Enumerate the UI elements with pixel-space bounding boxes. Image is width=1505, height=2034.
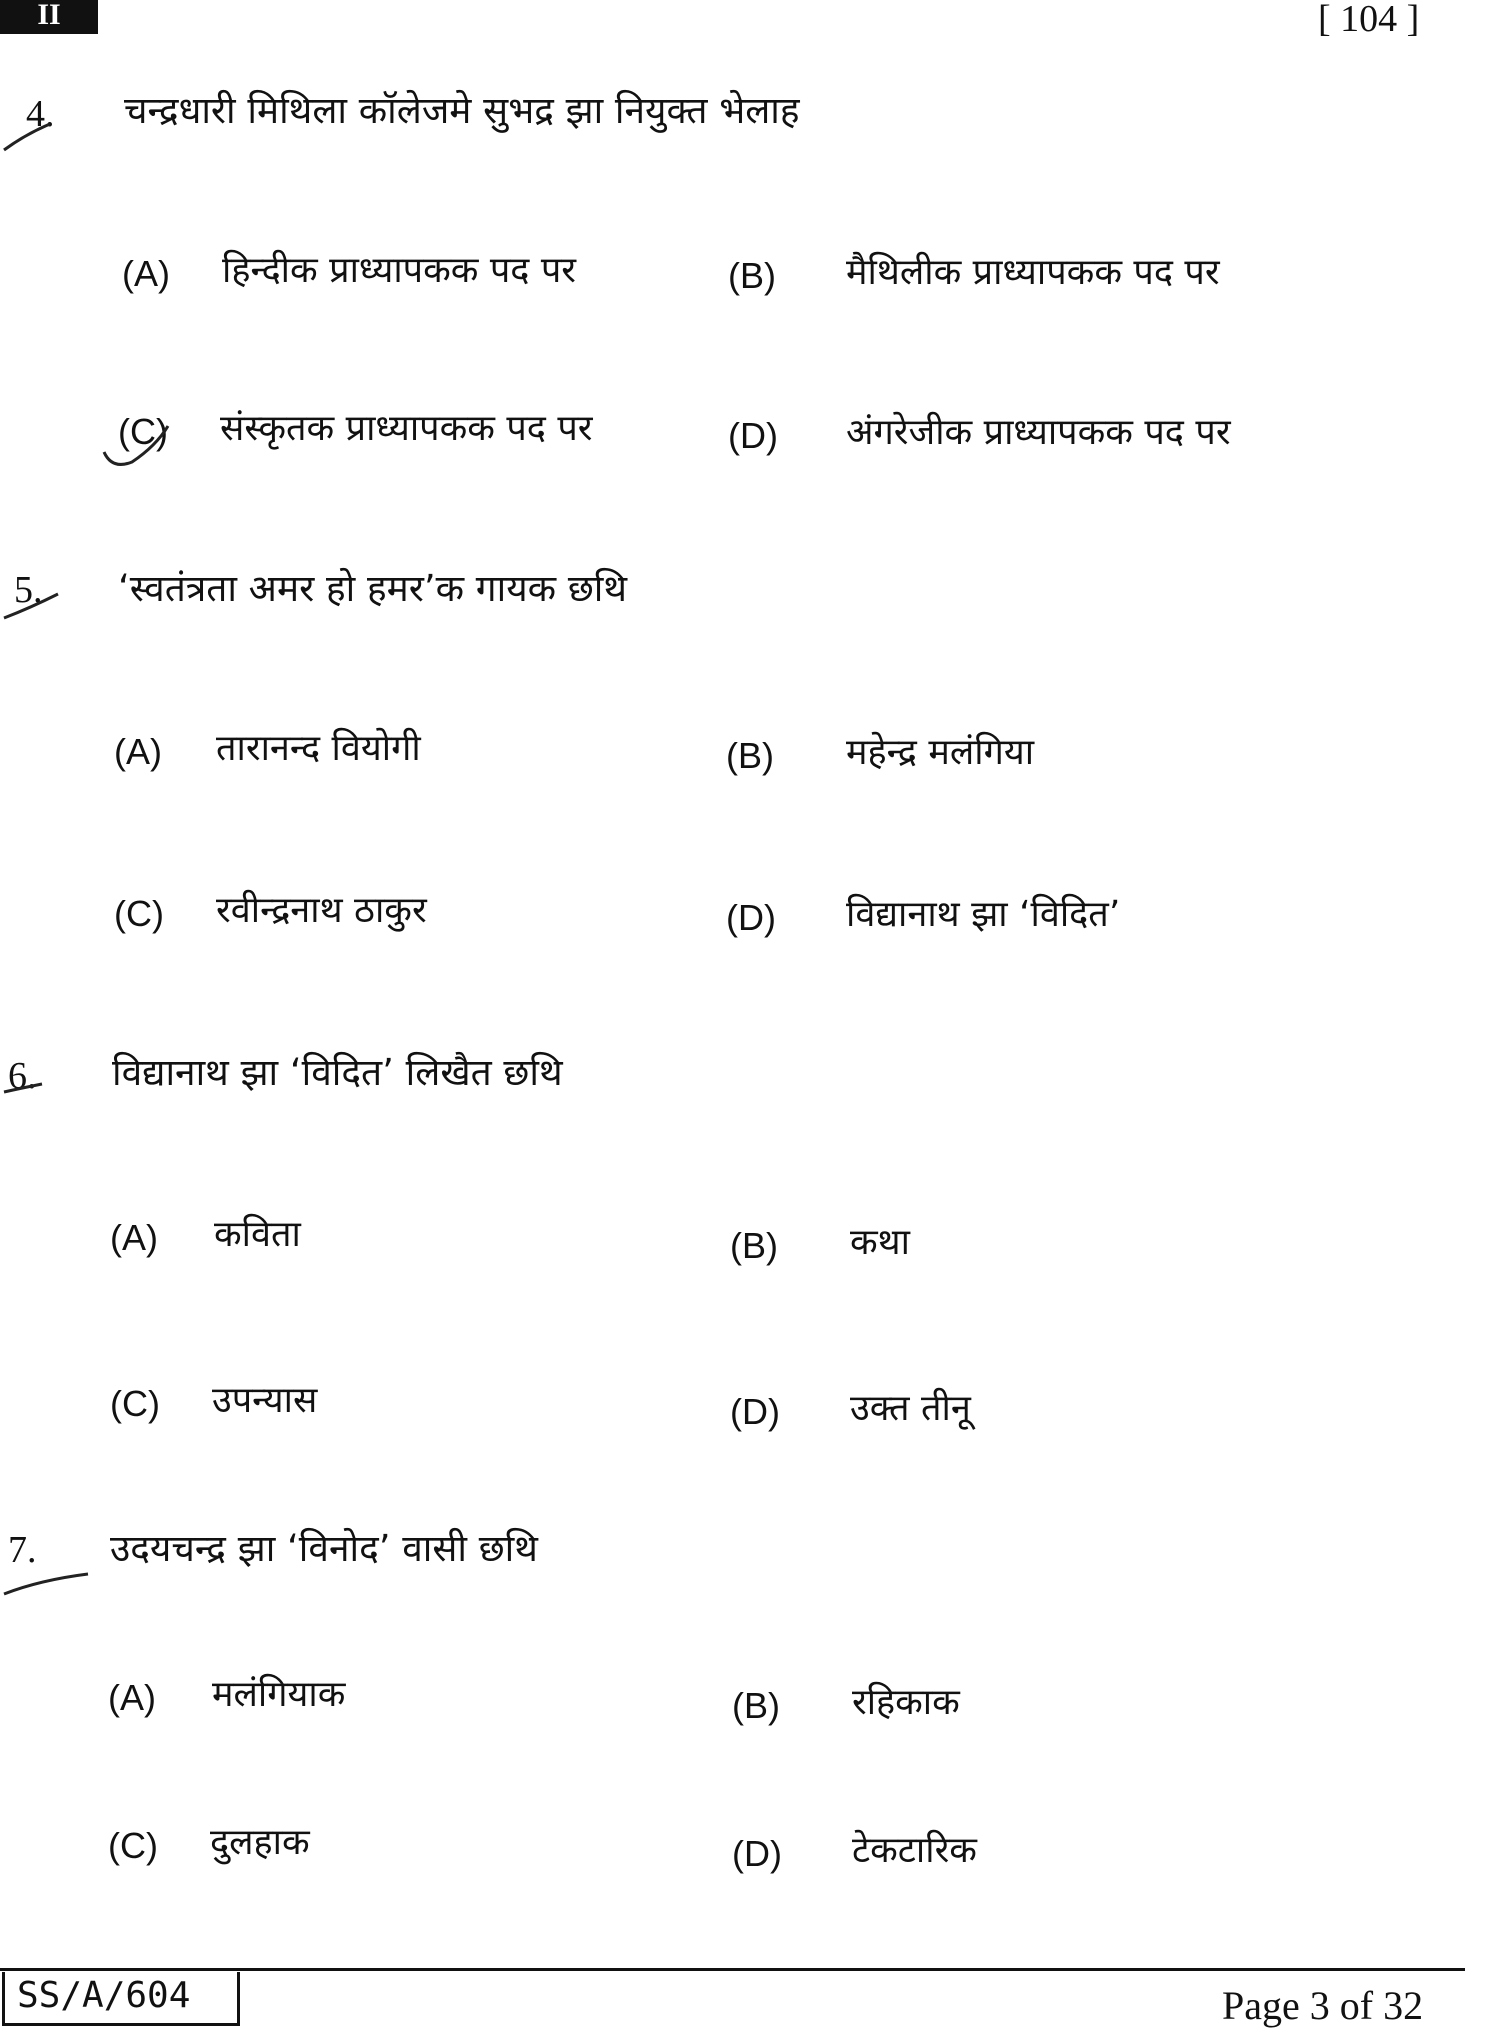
question-text: चन्द्रधारी मिथिला कॉलेजमे सुभद्र झा नियुक्त भेलाह (124, 89, 800, 132)
question-text: ‘स्वतंत्रता अमर हो हमर’क गायक छथि (118, 567, 628, 610)
section-tab: II (0, 0, 98, 34)
option-label: (C) (110, 1383, 160, 1424)
option-label: (B) (726, 735, 774, 776)
option-text: अंगरेजीक प्राध्यापकक पद पर (846, 412, 1231, 453)
option-text: विद्यानाथ झा ‘विदित’ (846, 894, 1121, 935)
option-text: कविता (214, 1214, 301, 1255)
option-label: (A) (110, 1217, 158, 1258)
question-number: 6. (8, 1055, 37, 1097)
option-text: महेन्द्र मलंगिया (846, 732, 1035, 773)
pen-stroke-q5 (4, 594, 58, 618)
option-text: उक्त तीनू (850, 1388, 971, 1429)
option-label: (C) (114, 893, 164, 934)
check-mark-option-c (104, 426, 168, 464)
option-label: (D) (732, 1833, 782, 1874)
footer-booklet-code: SS/A/604 (2, 1972, 240, 2026)
question-number: 4. (26, 93, 55, 135)
option-text: टेकटारिक (852, 1830, 977, 1871)
footer-rule (0, 1968, 1465, 1971)
question-number: 7. (8, 1529, 37, 1571)
option-text: रवीन्द्रनाथ ठाकुर (216, 890, 427, 931)
option-text: मैथिलीक प्राध्यापकक पद पर (846, 252, 1220, 293)
option-label: (D) (728, 415, 778, 456)
pen-stroke-q7 (4, 1574, 88, 1594)
option-text: दुलहाक (210, 1822, 310, 1863)
option-text: हिन्दीक प्राध्यापकक पद पर (222, 250, 577, 291)
option-label: (D) (730, 1391, 780, 1432)
option-label: (B) (728, 255, 776, 296)
option-label: (D) (726, 897, 776, 938)
question-text: विद्यानाथ झा ‘विदित’ लिखैत छथि (112, 1051, 563, 1094)
pen-stroke-q6 (4, 1084, 42, 1092)
question-text: उदयचन्द्र झा ‘विनोद’ वासी छथि (110, 1527, 538, 1570)
paper-code: [ 104 ] (1318, 0, 1420, 40)
option-text: तारानन्द वियोगी (216, 728, 421, 769)
option-label: (C) (118, 411, 168, 452)
option-text: मलंगियाक (212, 1674, 346, 1715)
option-label: (B) (732, 1685, 780, 1726)
option-label: (A) (108, 1677, 156, 1718)
question-number: 5. (14, 569, 43, 611)
option-text: रहिकाक (852, 1682, 960, 1723)
option-text: उपन्यास (212, 1380, 318, 1421)
option-label: (A) (114, 731, 162, 772)
footer-page-number: Page 3 of 32 (1222, 1983, 1424, 2028)
option-label: (C) (108, 1825, 158, 1866)
option-text: संस्कृतक प्राध्यापकक पद पर (220, 408, 593, 449)
option-label: (A) (122, 253, 170, 294)
pen-stroke-q4 (4, 124, 50, 150)
option-text: कथा (850, 1222, 910, 1263)
option-label: (B) (730, 1225, 778, 1266)
